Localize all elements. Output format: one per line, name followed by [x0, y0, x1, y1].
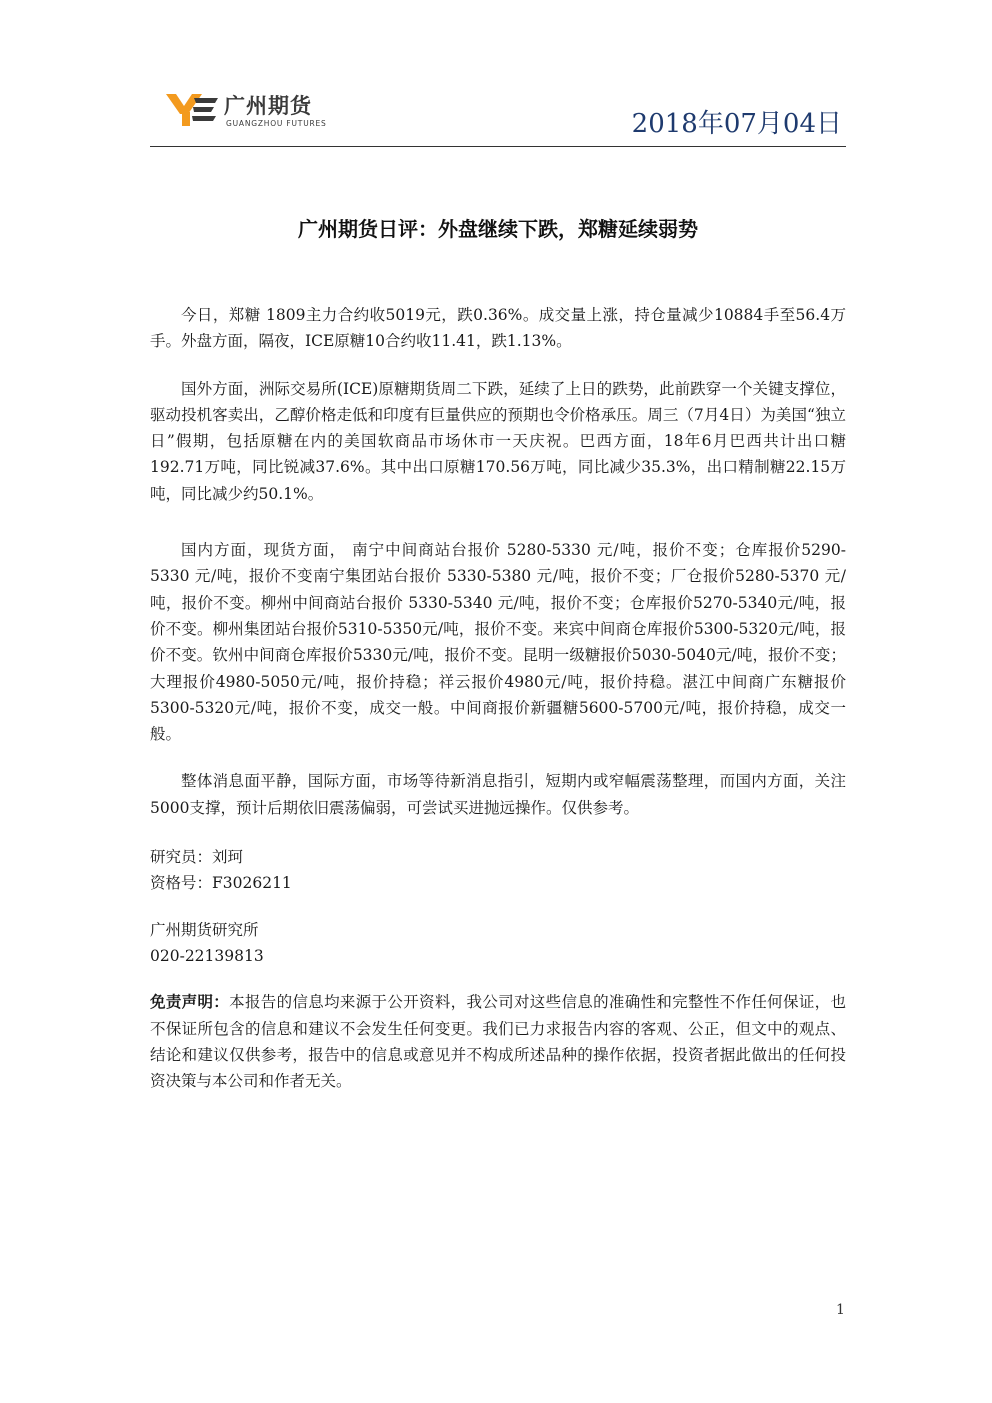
- paragraph-domestic-spot: 国内方面，现货方面， 南宁中间商站台报价 5280-5330 元/吨，报价不变；仓库报价5290-5330 元/吨，报价不变南宁集团站台报价 5330-5380 元/吨，报价不变；厂仓报价5280-5370 元/吨，报价不变。柳州中间商站台报价 5330-5340 元/吨，报价不变；仓库报价5270-5340元/吨，报价不变。柳州集团站台报价5310-5350元/吨，报价不变。来宾中间商仓库报价5300-5320元/吨，报价不变。钦州中间商仓库报价5330元/吨，报价不变。昆明一级糖报价5030-5040元/吨，报价不变；大理报价4980-5050元/吨，报价持稳；祥云报价4980元/吨，报价持稳。湛江中间商广东糖报价5300-5320元/吨，报价不变，成交一般。中间商报价新疆糖5600-5700元/吨，报价持稳，成交一般。: [150, 541, 846, 744]
- disclaimer-text: 本报告的信息均来源于公开资料，我公司对这些信息的准确性和完整性不作任何保证，也不保证所包含的信息和建议不会发生任何变更。我们已力求报告内容的客观、公正，但文中的观点、结论和建议仅供参考，报告中的信息或意见并不构成所述品种的操作依据，投资者据此做出的任何投资决策与本公司和作者无关。: [150, 993, 846, 1091]
- logo-mark-icon: [166, 92, 220, 128]
- report-date: 2018年07月04日: [631, 109, 842, 139]
- researcher-info: [150, 844, 846, 897]
- disclaimer: [150, 989, 846, 1094]
- header-divider: [150, 146, 846, 147]
- researcher-license: 资格号：F3026211: [150, 874, 292, 893]
- logo-text-cn: 广州期货: [224, 94, 312, 118]
- researcher-name: 研究员：刘珂: [150, 848, 244, 867]
- disclaimer-label: 免责声明：: [150, 993, 230, 1012]
- logo-text-en: GUANGZHOU FUTURES: [226, 119, 327, 128]
- paragraph-market-summary: 今日，郑糖 1809主力合约收5019元，跌0.36%。成交量上涨，持仓量减少10884手至56.4万手。外盘方面，隔夜，ICE原糖10合约收11.41，跌1.13%。: [150, 306, 846, 351]
- report-body: [150, 302, 846, 1094]
- institute-phone: 020-22139813: [150, 946, 264, 965]
- company-logo: [166, 88, 366, 132]
- institute-name: 广州期货研究所: [150, 920, 259, 939]
- institute-info: [150, 917, 846, 970]
- page-number: 1: [836, 1302, 845, 1318]
- page-header: [150, 82, 846, 147]
- report-title: 广州期货日评：外盘继续下跌，郑糖延续弱势: [298, 217, 698, 241]
- paragraph-outlook: 整体消息面平静，国际方面，市场等待新消息指引，短期内或窄幅震荡整理，而国内方面，关注5000支撑，预计后期依旧震荡偏弱，可尝试买进抛远操作。仅供参考。: [150, 772, 846, 817]
- paragraph-international: 国外方面，洲际交易所(ICE)原糖期货周二下跌，延续了上日的跌势，此前跌穿一个关键支撑位，驱动投机客卖出，乙醇价格走低和印度有巨量供应的预期也令价格承压。周三（7月4日）为美国“独立日”假期，包括原糖在内的美国软商品市场休市一天庆祝。巴西方面，18年6月巴西共计出口糖192.71万吨，同比锐减37.6%。其中出口原糖170.56万吨，同比减少35.3%，出口精制糖22.15万吨，同比减少约50.1%。: [150, 379, 846, 503]
